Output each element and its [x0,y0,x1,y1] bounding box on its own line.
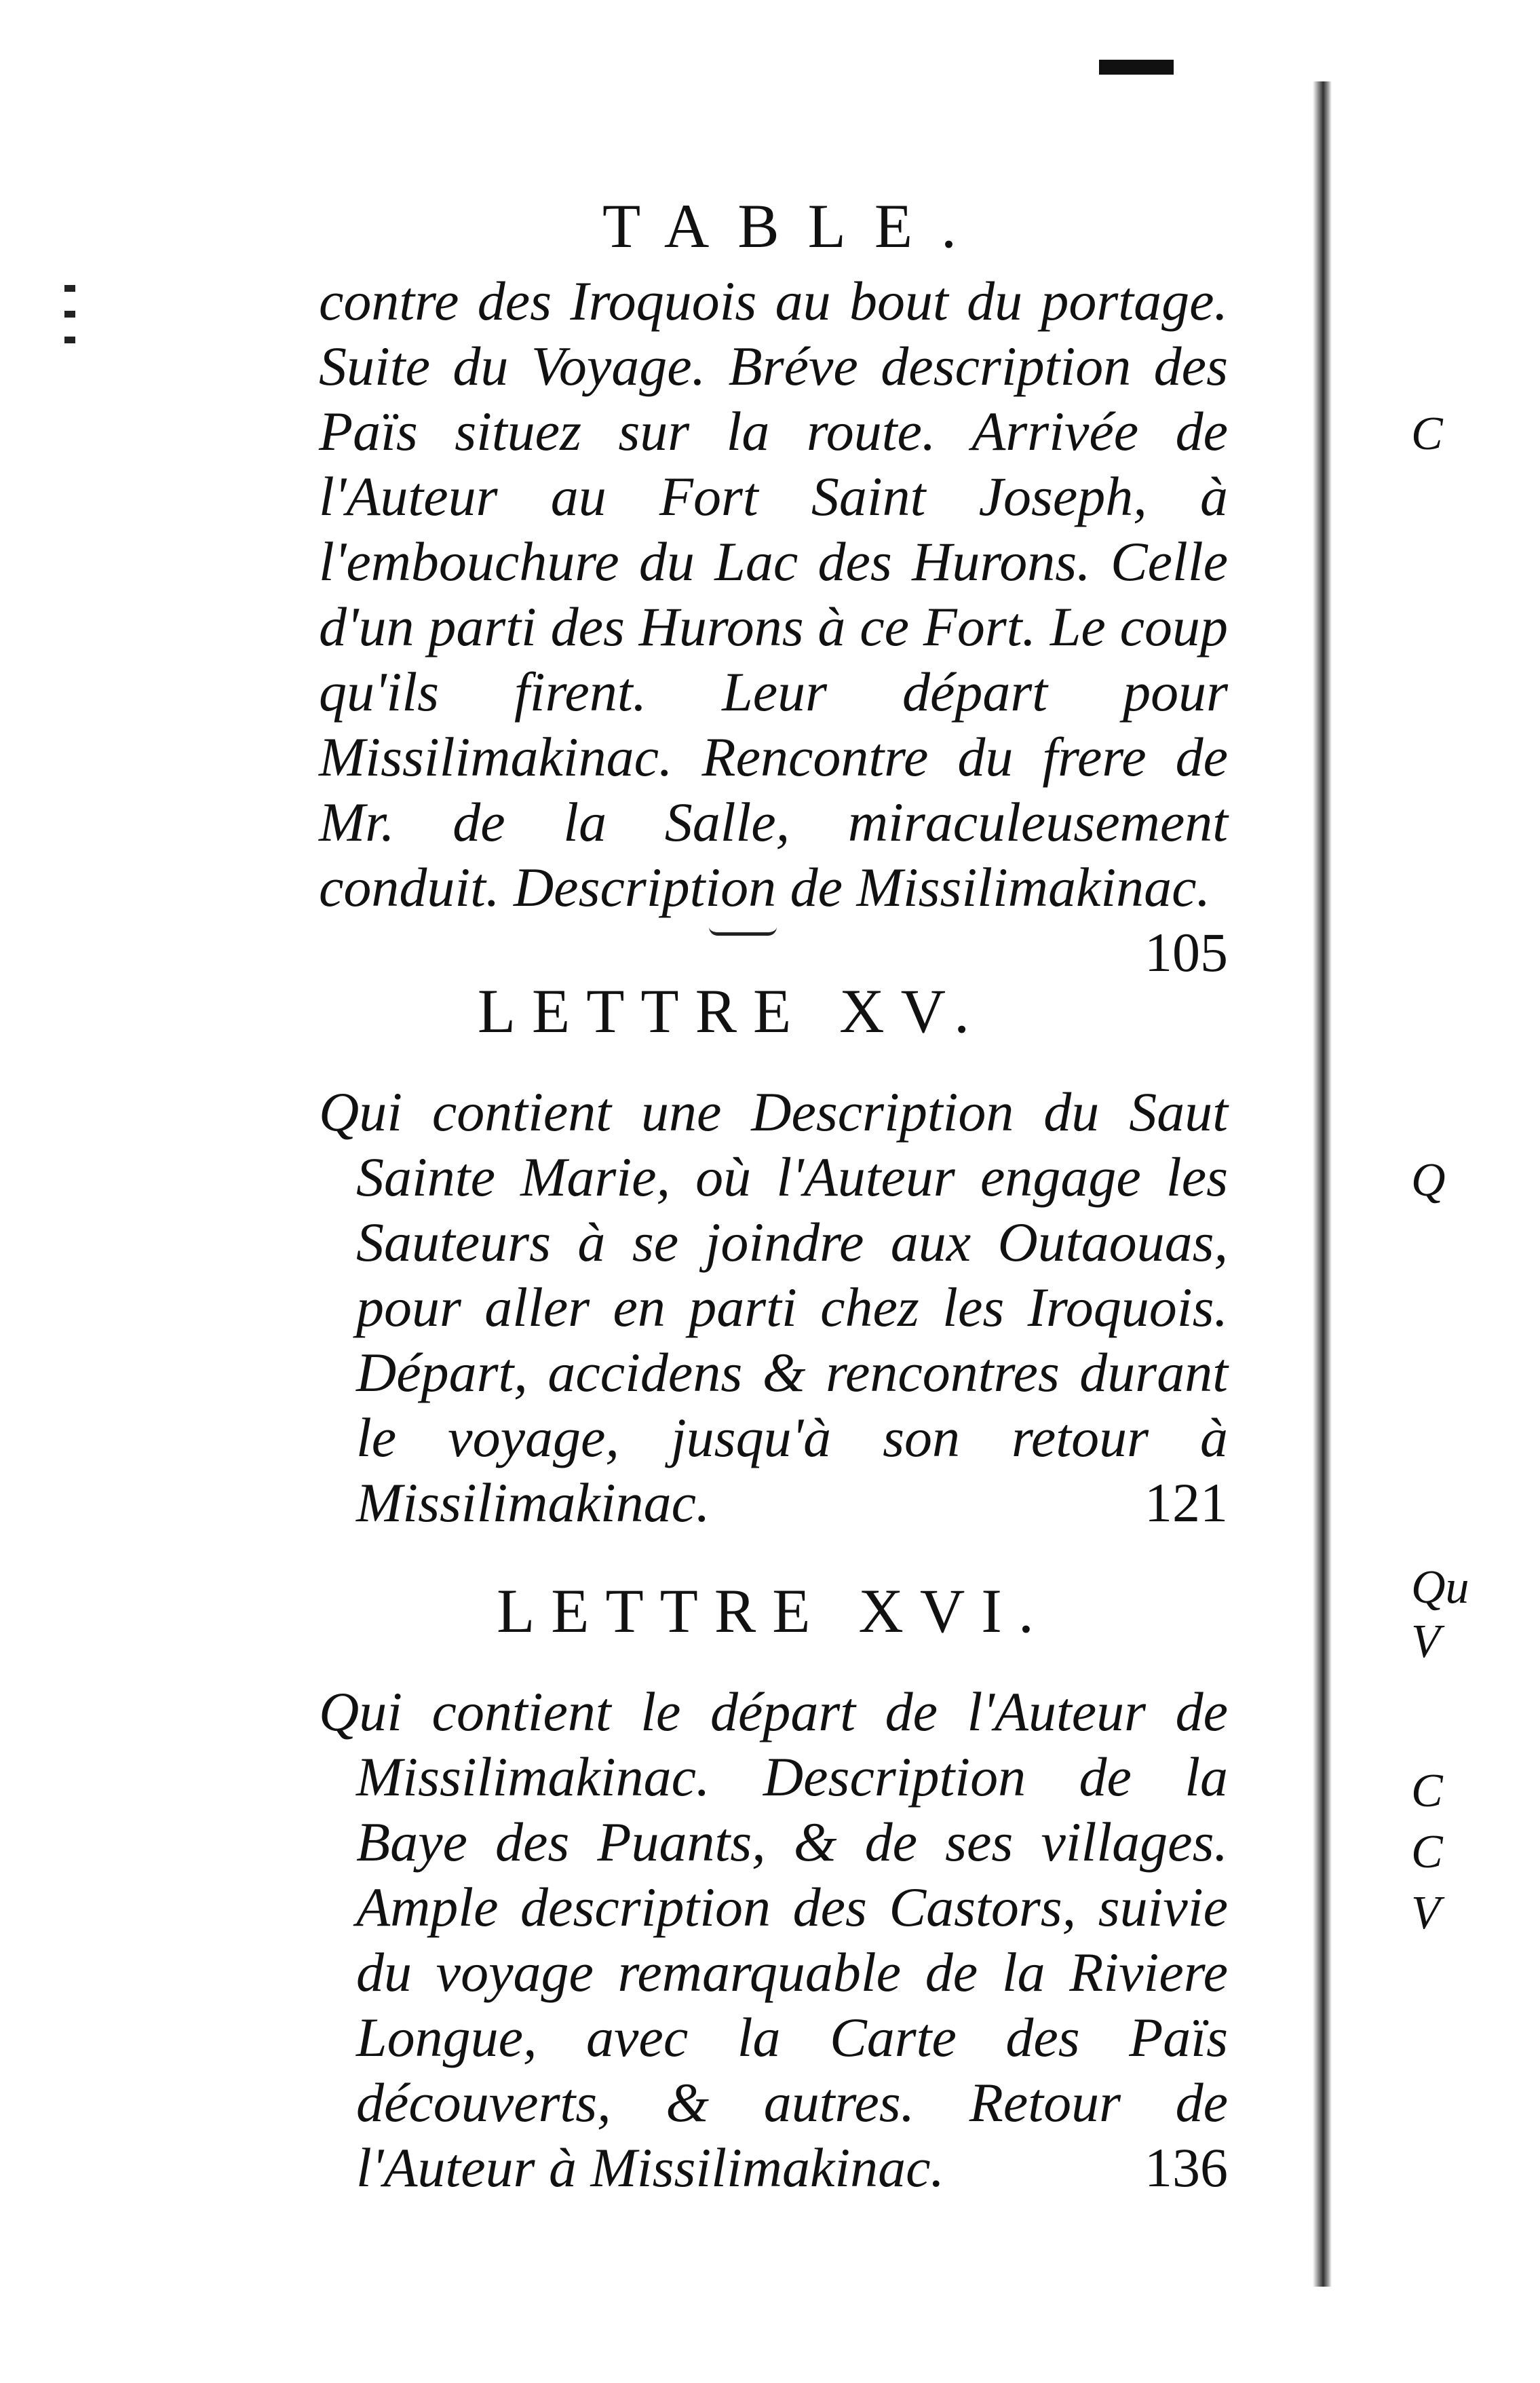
page-number: 105 [1144,921,1228,983]
page-number: 136 [1144,2137,1228,2198]
top-edge-mark [1099,60,1174,75]
facing-fragment: Q [1411,1154,1446,1206]
facing-fragment: V [1411,1887,1440,1939]
facing-fragment: C [1411,1826,1443,1878]
facing-fragment: V [1411,1616,1440,1668]
entry-text: contre des Iroquois au bout du portage. Suite du Voyage. Bréve description des Païs situez sur la route. Arrivée de l'Auteur au Fort Saint Joseph, à l'embouchure du Lac des Hurons. Celle d'un parti des Hurons à ce Fort. Le coup qu'ils firent. Leur départ pour Missilimakinac. Rencontre du frere de Mr. de la Salle, miraculeusement conduit. Description de Missilimakinac. [319,270,1228,918]
entry-text: Qui contient une Description du Saut Sainte Marie, où l'Auteur engage les Sauteurs à se joindre aux Outaouas, pour aller en parti chez les Iroquois. Départ, accidens & rencontres durant le voyage, jusqu'à son retour à Missilimakinac. [319,1081,1228,1533]
facing-fragment: C [1411,1765,1443,1817]
gutter-marks [64,285,77,489]
toc-entry [319,1080,1228,1536]
separator-rule [709,927,777,936]
letter-heading: LETTRE XVI. [497,1576,1050,1645]
running-head: TABLE. [602,191,986,261]
table-of-contents [319,190,1228,2200]
toc-entry [319,269,1228,983]
entry-text: Qui contient le départ de l'Auteur de Missilimakinac. Description de la Baye des Puants, & de ses villages. Ample description des Castors, suivie du voyage remarquable de la Riviere Longue, avec la Carte des Païs découverts, & autres. Retour de l'Auteur à Missilimakinac. [319,1681,1228,2198]
page-number: 121 [1144,1472,1228,1533]
toc-entry [319,1679,1228,2200]
letter-heading: LETTRE XV. [477,976,986,1046]
facing-fragment: C [1411,408,1443,460]
facing-fragment: Qu [1411,1561,1469,1614]
page-gutter-shadow [1313,81,1332,2287]
